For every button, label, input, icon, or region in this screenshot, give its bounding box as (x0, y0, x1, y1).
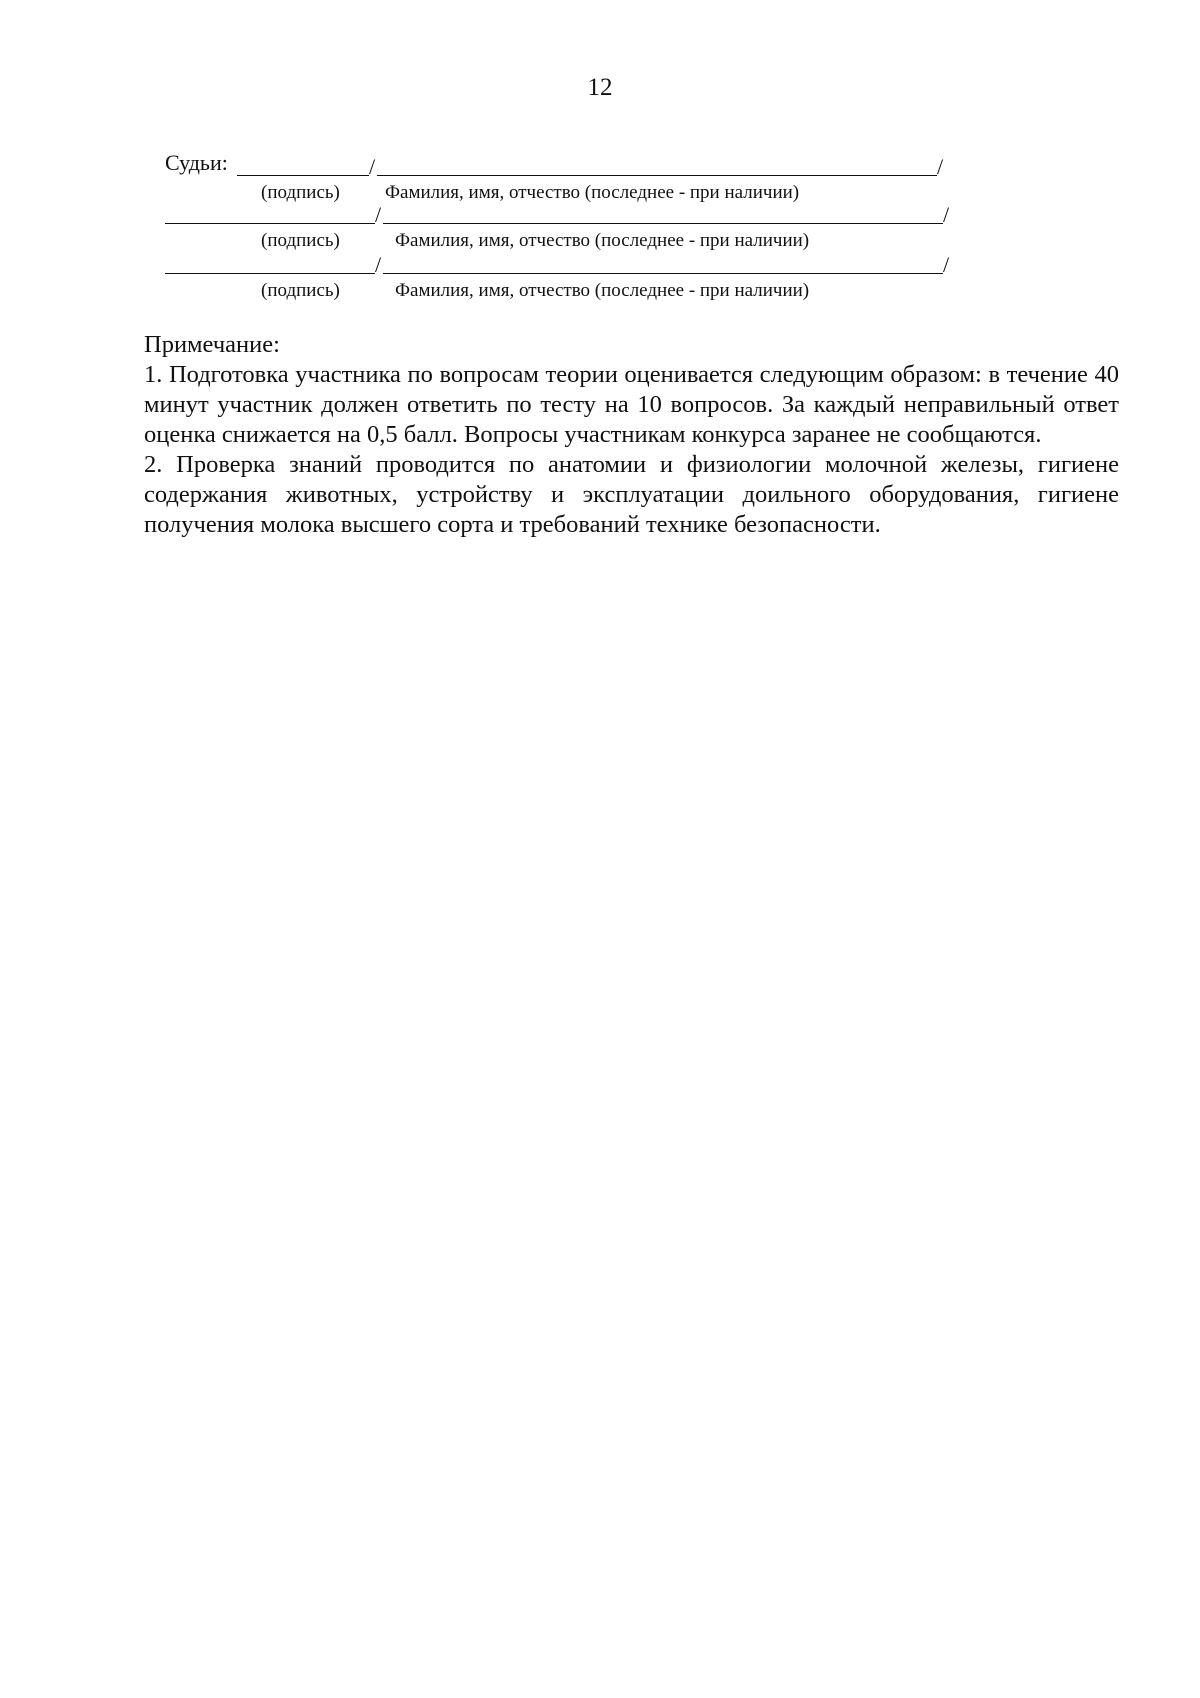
signature-field-3 (165, 273, 375, 274)
signature-field-2 (165, 223, 375, 224)
signature-line-1 (165, 152, 955, 178)
separator-slash: / (937, 154, 944, 179)
note-title: Примечание: (144, 331, 280, 358)
signature-caption-2: (подпись) (261, 230, 340, 251)
name-field-3 (383, 273, 943, 274)
separator-slash: / (375, 252, 382, 277)
signature-line-3 (165, 250, 955, 276)
note-paragraph-1: 1. Подготовка участника по вопросам теории оценивается следующим образом: в течение 40 минут участник должен ответить по тесту на 10 вопросов. За каждый неправильный ответ оценка снижается на 0,5 балл. Вопросы участникам конкурса заранее не сообщаются. (144, 361, 1119, 448)
separator-slash: / (943, 202, 950, 227)
signature-line-2 (165, 200, 955, 226)
separator-slash: / (375, 202, 382, 227)
separator-slash: / (943, 252, 950, 277)
note-paragraph-2: 2. Проверка знаний проводится по анатомии и физиологии молочной железы, гигиене содержания животных, устройству и эксплуатации доильного оборудования, гигиене получения молока высшего сорта и требований технике безопасности. (144, 451, 1119, 538)
name-caption-3: Фамилия, имя, отчество (последнее - при наличии) (395, 280, 810, 301)
note-block (144, 330, 1119, 540)
page-number: 12 (587, 74, 613, 101)
signature-field-1 (237, 175, 369, 176)
separator-slash: / (369, 154, 376, 179)
name-field-2 (383, 223, 943, 224)
judges-label: Судьи: (165, 150, 228, 175)
signature-caption-1: (подпись) (261, 182, 340, 203)
name-caption-1: Фамилия, имя, отчество (последнее - при наличии) (385, 182, 800, 203)
name-field-1 (377, 175, 937, 176)
signature-caption-3: (подпись) (261, 280, 340, 301)
name-caption-2: Фамилия, имя, отчество (последнее - при наличии) (395, 230, 810, 251)
